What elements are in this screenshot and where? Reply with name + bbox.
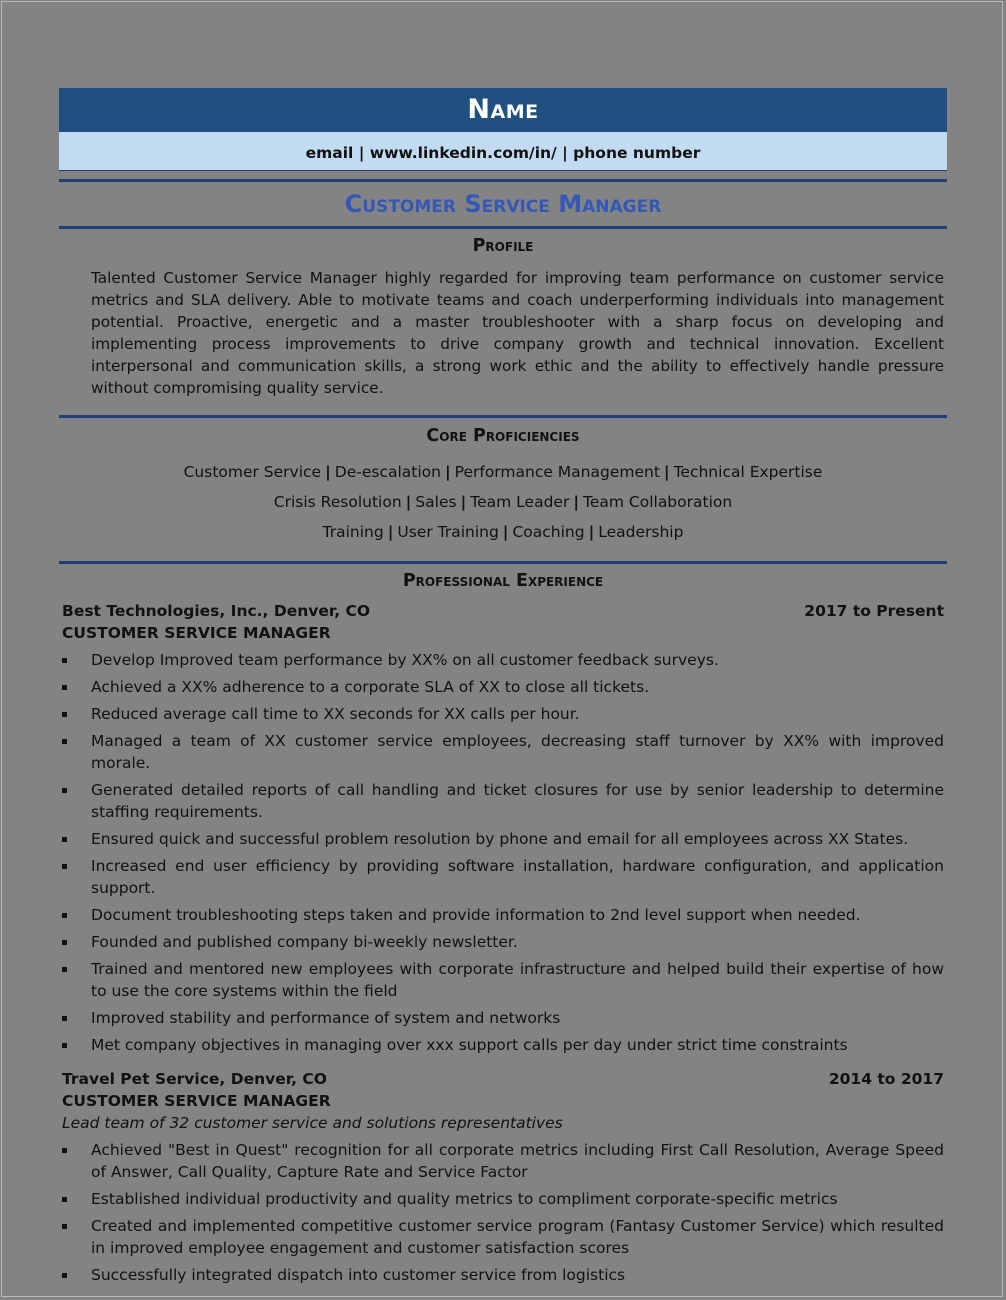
job-title: CUSTOMER SERVICE MANAGER — [62, 1092, 331, 1110]
separator: | — [387, 523, 394, 541]
separator: | — [573, 493, 579, 511]
job-entry — [59, 1068, 947, 1286]
proficiency-item: Training — [322, 523, 384, 541]
job-title: CUSTOMER SERVICE MANAGER — [62, 624, 331, 642]
bullet-item: Successfully integrated dispatch into customer service from logistics — [59, 1264, 947, 1286]
separator: | — [444, 463, 451, 481]
bullet-item: Achieved "Best in Quest" recognition for all corporate metrics including First Call Resolution, Average Speed of Answer, Call Quality, Capture Rate and Service Factor — [59, 1139, 947, 1183]
experience-heading: Professional Experience — [402, 571, 604, 591]
separator: | — [460, 493, 467, 511]
core-proficiencies-heading: Core Proficiencies — [426, 426, 580, 446]
bullet-item: Reduced average call time to XX seconds for XX calls per hour. — [59, 703, 947, 725]
proficiency-item: Leadership — [598, 523, 684, 541]
job-header — [62, 600, 944, 622]
proficiency-line — [59, 517, 947, 547]
bullet-item: Develop Improved team performance by XX% on all customer feedback surveys. — [59, 649, 947, 671]
job-title-heading: Customer Service Manager — [344, 190, 662, 218]
separator: | — [325, 463, 331, 481]
core-proficiencies-list — [59, 457, 947, 547]
proficiency-item: Coaching — [512, 523, 585, 541]
bullet-item: Founded and published company bi-weekly newsletter. — [59, 931, 947, 953]
bullet-item: Established individual productivity and quality metrics to compliment corporate-specific metrics — [59, 1188, 947, 1210]
proficiency-item: Technical Expertise — [673, 463, 823, 481]
bullet-list — [59, 649, 947, 1056]
bullet-item: Improved stability and performance of system and networks — [59, 1007, 947, 1029]
proficiency-item: Team Collaboration — [583, 493, 733, 511]
bullet-item: Trained and mentored new employees with corporate infrastructure and helped build their expertise of how to use the core systems within the field — [59, 958, 947, 1002]
divider — [59, 415, 947, 418]
proficiency-item: De-escalation — [334, 463, 441, 481]
bullet-item: Met company objectives in managing over xxx support calls per day under strict time constraints — [59, 1034, 947, 1056]
separator: | — [502, 523, 509, 541]
bullet-item: Generated detailed reports of call handling and ticket closures for use by senior leadership to determine staffing requirements. — [59, 779, 947, 823]
profile-text: Talented Customer Service Manager highly regarded for improving team performance on customer service metrics and SLA delivery. Able to motivate teams and coach underperforming individuals into management potential. Proactive, energetic and a master troubleshooter with a sharp focus on developing and implementing process improvements to drive company growth and technical innovation. Excellent interpersonal and communication skills, a strong work ethic and the ability to effectively handle pressure without compromising quality service. — [91, 269, 944, 397]
separator: | — [663, 463, 670, 481]
divider — [59, 226, 947, 229]
proficiency-item: Customer Service — [183, 463, 322, 481]
company: Travel Pet Service, Denver, CO — [62, 1070, 327, 1088]
bullet-item: Managed a team of XX customer service employees, decreasing staff turnover by XX% with improved morale. — [59, 730, 947, 774]
job-entry — [59, 600, 947, 1056]
bullet-item: Created and implemented competitive customer service program (Fantasy Customer Service) which resulted in improved employee engagement and customer satisfaction scores — [59, 1215, 947, 1259]
company: Best Technologies, Inc., Denver, CO — [62, 602, 371, 620]
name-header: Name — [59, 88, 947, 132]
contact-line: email | www.linkedin.com/in/ | phone number — [59, 132, 947, 171]
proficiency-line — [59, 457, 947, 487]
proficiency-line — [59, 487, 947, 517]
proficiency-item: Crisis Resolution — [273, 493, 402, 511]
bullet-list — [59, 1139, 947, 1286]
bullet-item: Ensured quick and successful problem resolution by phone and email for all employees across XX States. — [59, 828, 947, 850]
experience-list — [59, 600, 947, 1286]
job-dates: 2014 to 2017 — [828, 1070, 944, 1088]
job-summary: Lead team of 32 customer service and solutions representatives — [62, 1114, 563, 1132]
bullet-item: Document troubleshooting steps taken and provide information to 2nd level support when needed. — [59, 904, 947, 926]
bullet-item: Achieved a XX% adherence to a corporate SLA of XX to close all tickets. — [59, 676, 947, 698]
profile-heading: Profile — [472, 236, 534, 256]
divider — [59, 561, 947, 564]
proficiency-item: User Training — [397, 523, 499, 541]
separator: | — [588, 523, 595, 541]
bullet-item: Increased end user efficiency by providing software installation, hardware configuration, and application support. — [59, 855, 947, 899]
separator: | — [405, 493, 412, 511]
proficiency-item: Performance Management — [454, 463, 660, 481]
resume-document — [59, 88, 947, 1291]
proficiency-item: Sales — [415, 493, 457, 511]
job-header — [62, 1068, 944, 1090]
job-dates: 2017 to Present — [804, 602, 944, 620]
proficiency-item: Team Leader — [470, 493, 570, 511]
